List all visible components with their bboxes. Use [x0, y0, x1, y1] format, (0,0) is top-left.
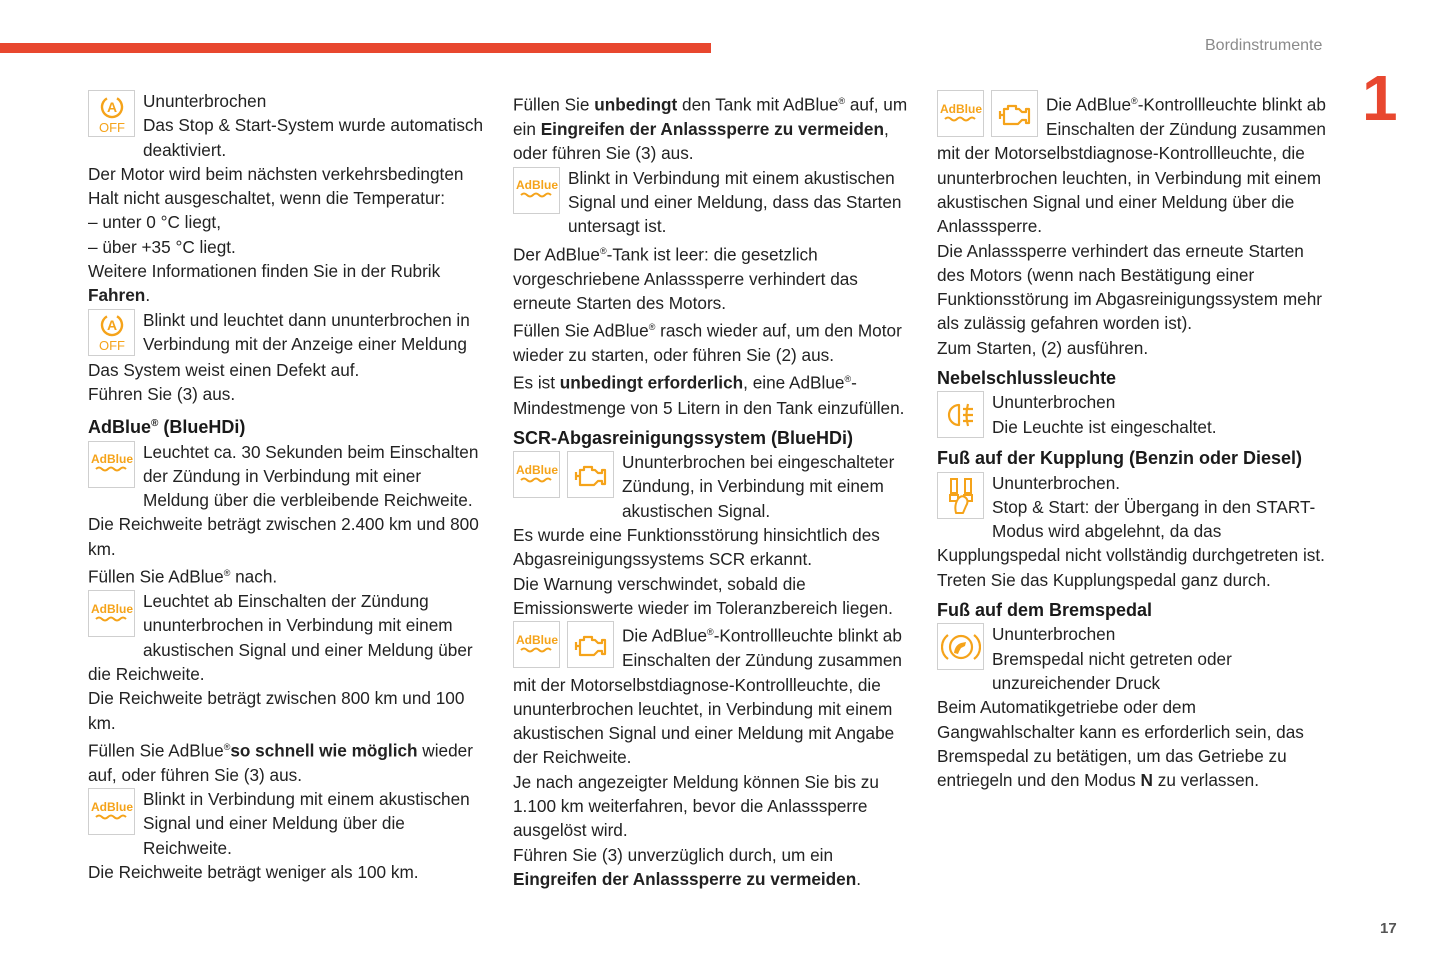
- svg-text:OFF: OFF: [98, 119, 125, 134]
- entry-text: Die AdBlue®-Kontrollleuchte blinkt ab Einschalten der Zündung zusammen mit der Motorselbstdiagnose-Kontrollleuchte, die ununterbrochen leuchtet, in Verbindung mit einem akustischen Signal und einer Meldung mit Angabe der Reichweite.: [513, 625, 902, 768]
- stop-start-off-entry-2: [88, 308, 488, 358]
- entry-text: Ununterbrochen: [992, 624, 1116, 645]
- entry-text: Die AdBlue®-Kontrollleuchte blinkt ab Einschalten der Zündung zusammen mit der Motorselbstdiagnose-Kontrollleuchte, die ununterbrochen leuchten, in Verbindung mit einem akustischen Signal und einer Meldung über die Anlasssperre.: [937, 94, 1326, 237]
- adblue-entry-4: [513, 166, 913, 239]
- paragraph: Treten Sie das Kupplungspedal ganz durch.: [937, 569, 1271, 590]
- entry-text: Ununterbrochen: [992, 392, 1116, 413]
- fog-light-entry: [937, 390, 1335, 440]
- entry-text: Leuchtet ab Einschalten der Zündung ununterbrochen in Verbindung mit einem akustischen Signal und einer Meldung über die Reichweite.: [88, 591, 473, 684]
- adblue-icon: [513, 451, 560, 498]
- adblue-icon: [88, 788, 135, 835]
- anti-start-entry: [937, 89, 1335, 239]
- adblue-icon: [513, 621, 560, 668]
- engine-check-icon: [567, 621, 614, 668]
- paragraph: Beim Automatikgetriebe oder dem Gangwahlschalter kann es erforderlich sein, das Bremspedal zu betätigen, um das Getriebe zu entriegeln und den Modus N zu verlassen.: [937, 697, 1304, 791]
- svg-text:AdBlue: AdBlue: [515, 462, 558, 477]
- scr-entry-2: [513, 620, 913, 770]
- adblue-entry-2: [88, 589, 488, 686]
- paragraph: Die Reichweite beträgt zwischen 2.400 km und 800 km.: [88, 514, 479, 559]
- header-accent-bar: [0, 43, 711, 53]
- stop-start-off-icon: [88, 309, 135, 356]
- column-right: [937, 89, 1335, 792]
- paragraph: Der AdBlue®-Tank ist leer: die gesetzlich vorgeschriebene Anlasssperre verhindert das erneute Starten des Motors.: [513, 244, 858, 313]
- svg-text:AdBlue: AdBlue: [939, 101, 982, 116]
- entry-text: Leuchtet ca. 30 Sekunden beim Einschalten der Zündung in Verbindung mit einer Meldung über die verbleibende Reichweite.: [143, 441, 479, 511]
- paragraph: Weitere Informationen finden Sie in der Rubrik Fahren.: [88, 261, 441, 306]
- rear-fog-light-icon: [937, 391, 984, 438]
- entry-text: Ununterbrochen.: [992, 472, 1121, 493]
- stop-start-off-entry-1: [88, 89, 488, 162]
- scr-entry-1: [513, 450, 913, 523]
- paragraph: Das System weist einen Defekt auf.: [88, 359, 360, 380]
- paragraph: Führen Sie (3) aus.: [88, 383, 236, 404]
- list-item: – über +35 °C liegt.: [88, 236, 236, 257]
- svg-text:AdBlue: AdBlue: [90, 799, 133, 814]
- engine-check-icon: [991, 90, 1038, 137]
- svg-text:OFF: OFF: [98, 338, 125, 353]
- foot-on-brake-icon: [937, 623, 984, 670]
- entry-text: Ununterbrochen bei eingeschalteter Zündung, in Verbindung mit einem akustischen Signal.: [622, 452, 895, 521]
- svg-text:AdBlue: AdBlue: [515, 178, 558, 193]
- heading-brake: Fuß auf dem Bremspedal: [937, 600, 1153, 621]
- paragraph: Die Anlasssperre verhindert das erneute Starten des Motors (wenn nach Bestätigung einer Funktionsstörung im Abgasreinigungssystem mehr als zulässig gefahren worden ist).: [937, 240, 1322, 334]
- entry-text: Ununterbrochen: [143, 91, 267, 111]
- entry-text: Stop & Start: der Übergang in den START-Modus wird abgelehnt, da das Kupplungspedal nicht vollständig durchgetreten ist.: [937, 496, 1325, 566]
- entry-text: Blinkt und leuchtet dann ununterbrochen in Verbindung mit der Anzeige einer Meldung: [143, 309, 470, 354]
- svg-text:A: A: [106, 317, 117, 334]
- paragraph: Der Motor wird beim nächsten verkehrsbedingten Halt nicht ausgeschaltet, wenn die Temperatur:: [88, 163, 464, 209]
- svg-text:AdBlue: AdBlue: [90, 452, 133, 467]
- paragraph: Es ist unbedingt erforderlich, eine AdBlue®-Mindestmenge von 5 Litern in den Tank einzufüllen.: [513, 373, 905, 418]
- engine-check-icon: [567, 451, 614, 498]
- section-title: Bordinstrumente: [1205, 37, 1323, 54]
- adblue-entry-3: [88, 787, 488, 860]
- paragraph: Füllen Sie unbedingt den Tank mit AdBlue® auf, um ein Eingreifen der Anlasssperre zu vermeiden, oder führen Sie (3) aus.: [513, 94, 908, 164]
- entry-text: Die Leuchte ist eingeschaltet.: [992, 416, 1217, 437]
- heading-clutch: Fuß auf der Kupplung (Benzin oder Diesel): [937, 448, 1303, 469]
- entry-text: Bremspedal nicht getreten oder unzureichender Druck: [992, 648, 1232, 693]
- paragraph: Je nach angezeigter Meldung können Sie bis zu 1.100 km weiterfahren, bevor die Anlasssperre ausgelöst wird.: [513, 771, 879, 841]
- clutch-entry: [937, 471, 1335, 568]
- list-item: – unter 0 °C liegt,: [88, 212, 221, 233]
- entry-text: Blinkt in Verbindung mit einem akustischen Signal und einer Meldung, dass das Starten untersagt ist.: [568, 167, 902, 237]
- svg-text:A: A: [106, 98, 117, 115]
- stop-start-off-icon: [88, 90, 135, 137]
- adblue-icon: [88, 590, 135, 637]
- entry-text: Das Stop & Start-System wurde automatisch deaktiviert.: [143, 115, 484, 160]
- heading-fog-light: Nebelschlussleuchte: [937, 368, 1117, 388]
- page-number: 17: [1380, 920, 1397, 937]
- adblue-icon: [937, 90, 984, 137]
- paragraph: Führen Sie (3) unverzüglich durch, um ein Eingreifen der Anlasssperre zu vermeiden.: [513, 844, 862, 889]
- paragraph: Die Reichweite beträgt weniger als 100 km.: [88, 862, 419, 883]
- foot-on-clutch-icon: [937, 472, 984, 519]
- paragraph: Füllen Sie AdBlue® rasch wieder auf, um den Motor wieder zu starten, oder führen Sie (2) aus.: [513, 320, 902, 366]
- heading-scr: SCR-Abgasreinigungssystem (BlueHDi): [513, 427, 854, 448]
- entry-text: Blinkt in Verbindung mit einem akustischen Signal und einer Meldung über die Reichweite.: [143, 789, 470, 858]
- heading-adblue: AdBlue® (BlueHDi): [88, 417, 246, 438]
- svg-text:AdBlue: AdBlue: [515, 632, 558, 647]
- adblue-icon: [513, 167, 560, 214]
- paragraph: Füllen Sie AdBlue®so schnell wie möglich wieder auf, oder führen Sie (3) aus.: [88, 740, 473, 785]
- chapter-number: 1: [1362, 62, 1398, 134]
- adblue-entry-1: [88, 440, 488, 513]
- svg-text:AdBlue: AdBlue: [90, 601, 133, 616]
- adblue-icon: [88, 441, 135, 488]
- column-middle: [513, 89, 913, 891]
- paragraph: Es wurde eine Funktionsstörung hinsichtlich des Abgasreinigungssystems SCR erkannt.: [513, 524, 880, 570]
- brake-entry: [937, 622, 1335, 695]
- column-left: [88, 89, 488, 884]
- paragraph: Die Warnung verschwindet, sobald die Emissionswerte wieder im Toleranzbereich liegen.: [513, 573, 893, 618]
- paragraph: Füllen Sie AdBlue® nach.: [88, 566, 278, 587]
- paragraph: Zum Starten, (2) ausführen.: [937, 337, 1149, 358]
- paragraph: Die Reichweite beträgt zwischen 800 km und 100 km.: [88, 688, 465, 733]
